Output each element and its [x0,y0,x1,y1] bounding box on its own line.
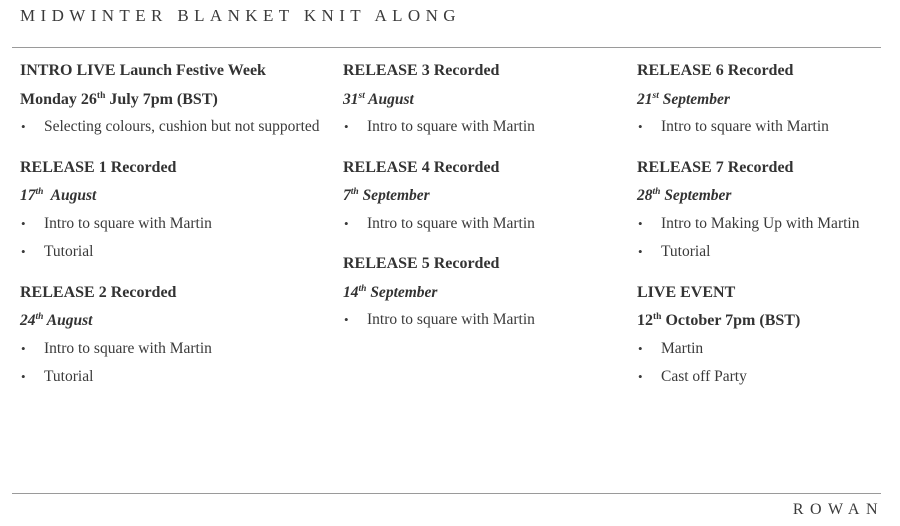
section-items [637,215,899,262]
section-live-event [637,283,899,387]
list-item: • Intro to square with Martin [637,118,899,137]
section-items [20,215,332,262]
section-release-4 [343,158,633,234]
list-item: • Tutorial [637,243,899,262]
section-heading: INTRO LIVE Launch Festive Week [20,62,266,79]
list-item: • Tutorial [20,243,332,262]
section-heading: RELEASE 3 Recorded [343,62,500,79]
section-heading: RELEASE 5 Recorded [343,255,500,272]
section-intro-live [20,61,332,137]
bottom-divider [12,493,881,494]
list-item: • Intro to square with Martin [343,311,633,330]
section-date: 14th September [343,283,438,301]
section-release-2 [20,283,332,387]
brand-footer: ROWAN [792,501,884,518]
section-release-5 [343,254,633,330]
section-heading: RELEASE 4 Recorded [343,158,500,176]
section-release-1 [20,158,332,262]
schedule-column-3 [637,61,899,408]
section-release-6 [637,61,899,137]
section-heading: RELEASE 6 Recorded [637,62,794,79]
list-item: • Cast off Party [637,368,899,387]
section-heading: RELEASE 7 Recorded [637,158,794,176]
section-date: 24th August [20,312,93,329]
section-items [343,215,633,234]
section-items [20,340,332,387]
list-item: • Intro to square with Martin [343,215,633,234]
list-item: • Tutorial [20,368,332,387]
top-divider [12,47,881,48]
section-items [343,118,633,137]
section-heading: LIVE EVENT [637,283,736,301]
section-release-3 [343,61,633,137]
section-release-7 [637,158,899,262]
section-heading: RELEASE 1 Recorded [20,158,177,176]
list-item: • Intro to square with Martin [20,340,332,359]
section-heading: RELEASE 2 Recorded [20,283,177,301]
schedule-column-1 [20,61,332,408]
list-item: • Martin [637,340,899,359]
list-item: • Intro to Making Up with Martin [637,215,899,234]
page-title: MIDWINTER BLANKET KNIT ALONG [20,6,461,25]
section-items [343,311,633,330]
section-items [637,340,899,387]
section-items [20,118,332,137]
list-item: • Intro to square with Martin [343,118,633,137]
section-date: 7th September [343,187,430,204]
section-date: 21st September [637,90,730,108]
section-items [637,118,899,137]
schedule-column-2 [343,61,633,351]
section-date: 31st August [343,90,414,108]
section-date: 28th September [637,187,732,204]
list-item: • Selecting colours, cushion but not supported [20,118,332,137]
section-date: 12th October 7pm (BST) [637,312,801,329]
list-item: • Intro to square with Martin [20,215,332,234]
section-date: 17th August [20,187,97,204]
section-date: Monday 26th July 7pm (BST) [20,90,218,108]
